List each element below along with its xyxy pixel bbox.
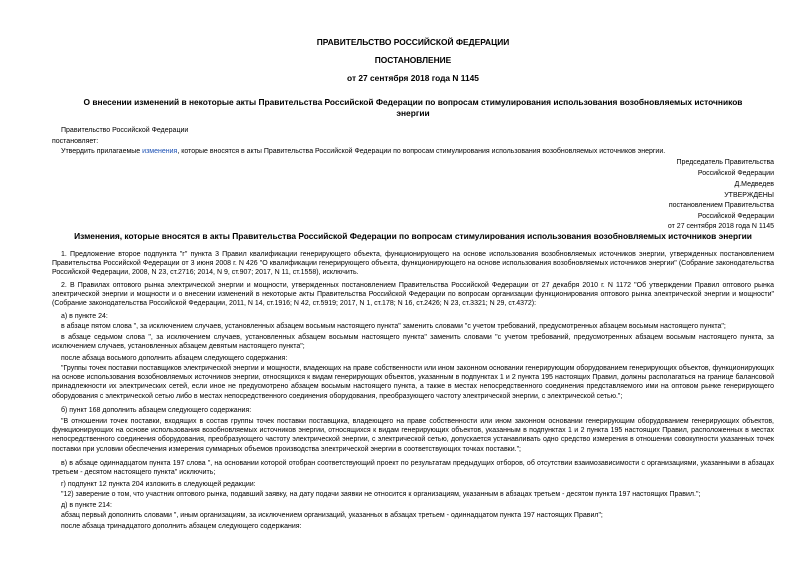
approved-rf: Российской Федерации bbox=[697, 213, 774, 220]
paragraph-2e-1: абзац первый дополнить словами ", иным организациям, за исключением организаций, указанных в абзацах третьем - одиннадцатом пункта 197 настоящих Правил"; bbox=[61, 512, 603, 519]
paragraph-2d: г) подпункт 12 пункта 204 изложить в следующей редакции: bbox=[61, 481, 256, 488]
intro-government: Правительство Российской Федерации bbox=[61, 127, 189, 134]
paragraph-2a-2: в абзаце седьмом слова ", за исключением случаев, установленных абзацем восьмым настоящего пункта" заменить словами "с учетом требований, предусмотренных абзацем восьмым настоящего пункта, за исключением случаев, установленных абзацем девятым настоящего пункта"; bbox=[52, 334, 774, 351]
paragraph-2a-3: после абзаца восьмого дополнить абзацем следующего содержания: bbox=[61, 355, 288, 362]
paragraph-2e: д) в пункте 214: bbox=[61, 502, 112, 509]
paragraph-2d-quote: "12) заверение о том, что участник оптового рынка, подавший заявку, на дату подачи заявки не относится к организациям, указанным в абзацах третьем - десятом пункта 197 настоящих Правил."; bbox=[61, 491, 701, 498]
decree-date: от 27 сентября 2018 года N 1145 bbox=[347, 73, 479, 83]
government-heading: ПРАВИТЕЛЬСТВО РОССИЙСКОЙ ФЕДЕРАЦИИ bbox=[316, 37, 510, 47]
intro-approve-text-b: , которые вносятся в акты Правительства Российской Федерации по вопросам стимулирования использования возобновляемых источников энергии. bbox=[177, 148, 666, 155]
changes-title: Изменения, которые вносятся в акты Правительства Российской Федерации по вопросам стимулирования использования возобновляемых источников энергии bbox=[74, 231, 752, 241]
signature-name: Д.Медведев bbox=[734, 181, 774, 188]
decree-title-line-2: энергии bbox=[396, 108, 430, 119]
paragraph-2b-quote: "В отношении точек поставки, входящих в состав группы точек поставки поставщика, владеющего на праве собственности или ином законном основании генерирующим оборудованием генерирующих объектов, функционирующих на основе использования возобновляемых источников энергии, относящихся к видам генерирующих объектов, указанным в подпунктах 1 и 2 пункта 195 настоящих Правил, расположенных в местах непосредственного соединения оборудования, преобразующего частоту электрической энергии, с электрической сетью, допускается устанавливать одно средство измерения в отношении совокупности указанных точек поставки при условии обеспечения измерения суммарных объемов производства электрической энергии в соответствующих точках поставки."; bbox=[52, 418, 774, 453]
paragraph-2e-2: после абзаца тринадцатого дополнить абзацем следующего содержания: bbox=[61, 523, 302, 530]
paragraph-2b: б) пункт 168 дополнить абзацем следующего содержания: bbox=[61, 407, 252, 414]
intro-decrees: постановляет: bbox=[52, 138, 99, 145]
intro-approve-text-a: Утвердить прилагаемые bbox=[61, 148, 143, 155]
approved-date: от 27 сентября 2018 года N 1145 bbox=[667, 223, 774, 230]
decree-type: ПОСТАНОВЛЕНИЕ bbox=[374, 55, 452, 65]
intro-approve bbox=[61, 147, 783, 157]
signature-chairman-title: Председатель Правительства bbox=[676, 159, 774, 166]
paragraph-2c: в) в абзаце одиннадцатом пункта 197 слова ", на основании которой отобран соответствующий проект по результатам предыдущих отборов, об отсутствии взаимозависимости с организациями, указанными в абзацах третьем - десятом настоящего пункта" исключить; bbox=[52, 460, 774, 477]
approved-label: УТВЕРЖДЕНЫ bbox=[724, 192, 774, 199]
paragraph-2a: а) в пункте 24: bbox=[61, 313, 108, 320]
decree-title bbox=[52, 97, 774, 120]
paragraph-2a-1: в абзаце пятом слова ", за исключением случаев, установленных абзацем восьмым настоящего пункта" заменить словами "с учетом требований, предусмотренных абзацем восьмым настоящего пункта"; bbox=[61, 323, 726, 330]
paragraph-1: 1. Предложение второе подпункта "г" пункта 3 Правил квалификации генерирующего объекта, функционирующего на основе использования возобновляемых источников энергии, утвержденных постановлением Правительства Российской Федерации от 3 июня 2008 г. N 426 "О квалификации генерирующего объекта, функционирующего на основе использования возобновляемых источников энергии" (Собрание законодательства Российской Федерации, 2008, N 23, ст.2716; 2014, N 9, ст.907; 2017, N 11, ст.1558), исключить. bbox=[52, 251, 774, 277]
paragraph-2: 2. В Правилах оптового рынка электрической энергии и мощности, утвержденных постановлением Правительства Российской Федерации от 27 декабря 2010 г. N 1172 "Об утверждении Правил оптового рынка электрической энергии и мощности и о внесении изменений в некоторые акты Правительства Российской Федерации по вопросам организации функционирования оптового рынка электрической энергии и мощности" (Собрание законодательства Российской Федерации, 2011, N 14, ст.1916; N 42, ст.5919; 2017, N 1, ст.178; N 16, ст.2426; N 23, ст.3321; N 29, ст.4372): bbox=[52, 282, 774, 308]
changes-link[interactable]: изменения bbox=[142, 148, 178, 155]
decree-title-line-1: О внесении изменений в некоторые акты Правительства Российской Федерации по вопросам стимулирования использования возобновляемых источников bbox=[83, 97, 743, 107]
paragraph-2a-quote: "Группы точек поставки поставщиков электрической энергии и мощности, владеющих на праве собственности или ином законном основании генерирующим оборудованием генерирующих объектов, функционирующих на основе использования возобновляемых источников энергии, относящихся к видам генерирующих объектов, указанным в подпунктах 1 и 2 пункта 195 настоящих Правил, должны располагаться на границе балансовой принадлежности их электрических сетей, если иное не предусмотрено абзацем восьмым настоящего пункта, а также в местах непосредственного соединения представляемого ими на оптовом рынке генерирующего оборудования с электрической сетью либо в местах непосредственного соединения оборудования, преобразующего частоту электрической энергии, с электрической сетью."; bbox=[52, 365, 774, 400]
signature-rf: Российской Федерации bbox=[697, 170, 774, 177]
approved-by-decree: постановлением Правительства bbox=[668, 202, 774, 209]
